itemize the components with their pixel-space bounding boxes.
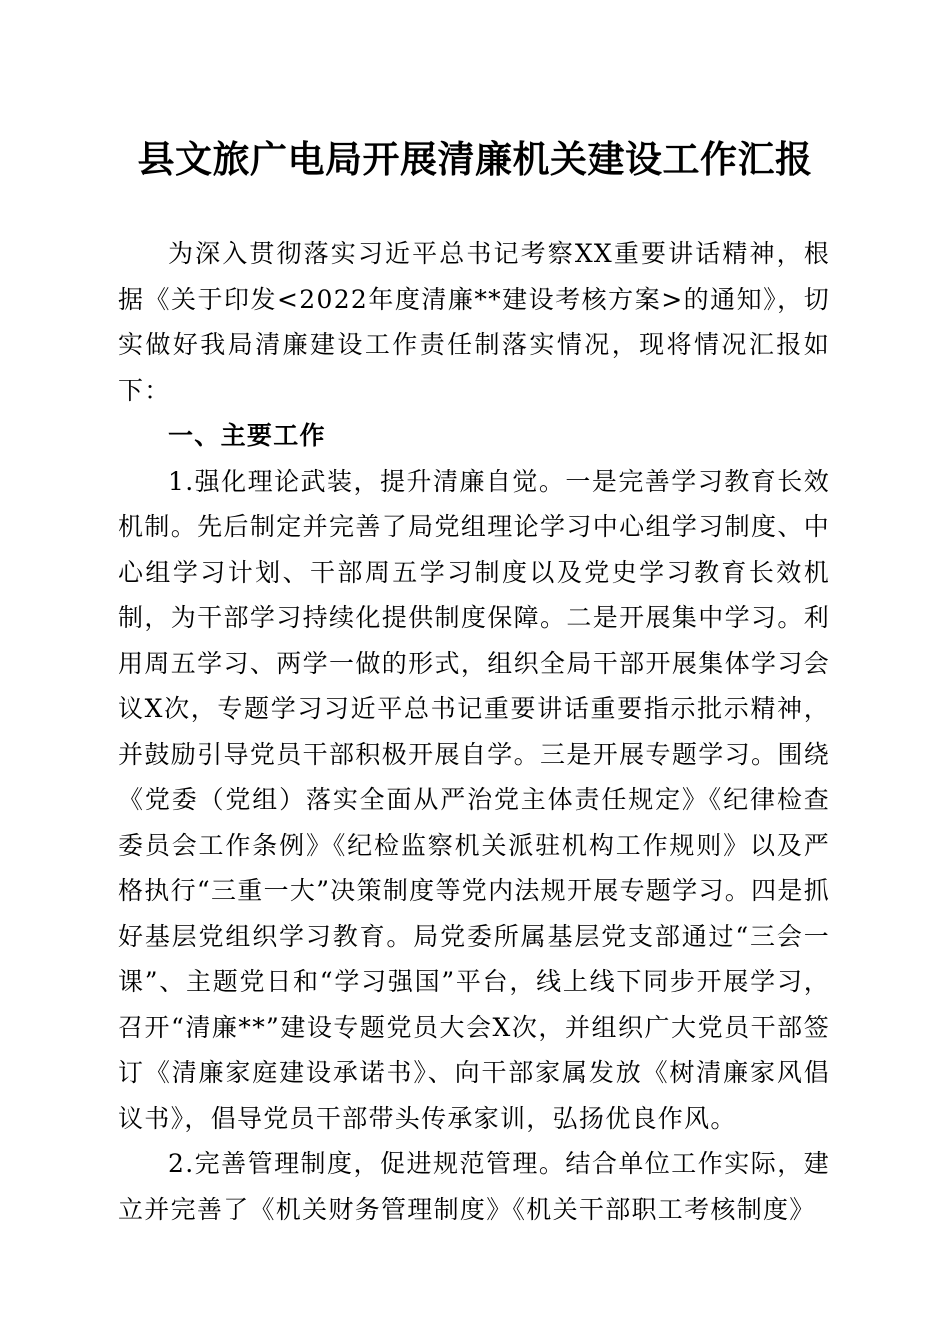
section-heading: 一、主要工作 bbox=[168, 421, 326, 450]
body-paragraph-1: 1.强化理论武装，提升清廉自觉。一是完善学习教育长效机制。先后制定并完善了局党组理论学习中心组学习制度、中心组学习计划、干部周五学习制度以及党史学习教育长效机制，为干部学习持续化提供制度保障。二是开展集中学习。利用周五学习、两学一做的形式，组织全局干部开展集体学习会议X次，专题学习习近平总书记重要讲话重要指示批示精神，并鼓励引导党员干部积极开展自学。三是开展专题学习。围绕《党委（党组）落实全面从严治党主体责任规定》《纪律检查委员会工作条例》《纪检监察机关派驻机构工作规则》以及严格执行“三重一大”决策制度等党内法规开展专题学习。四是抓好基层党组织学习教育。局党委所属基层党支部通过“三会一课”、主题党日和“学习强国”平台，线上线下同步开展学习，召开“清廉**”建设专题党员大会X次，并组织广大党员干部签订《清廉家庭建设承诺书》、向干部家属发放《树清廉家风倡议书》，倡导党员干部带头传承家训，弘扬优良作风。 bbox=[118, 466, 830, 1133]
body-paragraph-2: 2.完善管理制度，促进规范管理。结合单位工作实际，建立并完善了《机关财务管理制度》《机关干部职工考核制度》 bbox=[118, 1149, 830, 1224]
document-body bbox=[118, 231, 830, 1232]
document-title: 县文旅广电局开展清廉机关建设工作汇报 bbox=[137, 137, 813, 181]
intro-paragraph: 为深入贯彻落实习近平总书记考察XX重要讲话精神，根据《关于印发<2022年度清廉**建设考核方案>的通知》，切实做好我局清廉建设工作责任制落实情况，现将情况汇报如下： bbox=[118, 239, 830, 405]
